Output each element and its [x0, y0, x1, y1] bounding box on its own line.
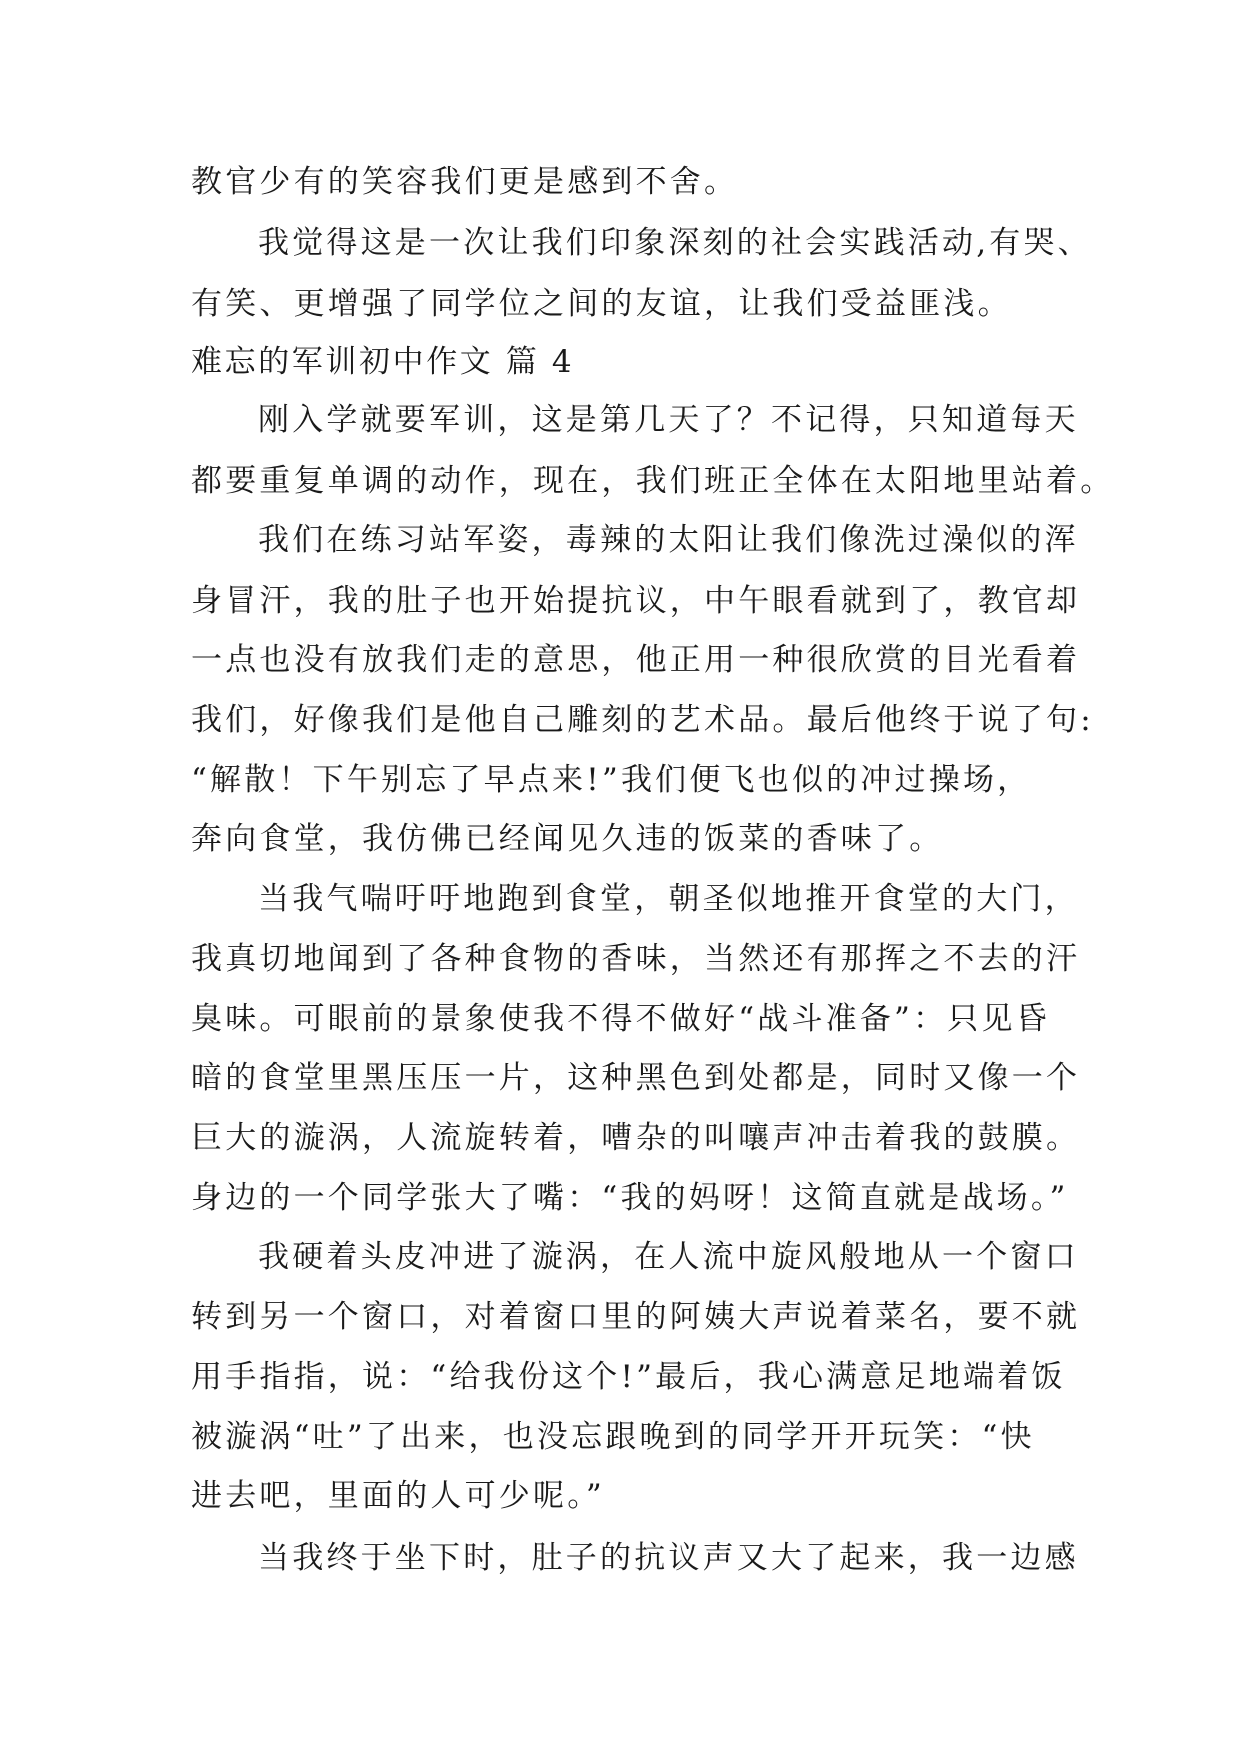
text-line: 有笑、更增强了同学位之间的友谊，让我们受益匪浅。 — [191, 286, 1012, 322]
text-line: 一点也没有放我们走的意思，他正用一种很欣赏的目光看着 — [191, 642, 1081, 678]
text-line: 转到另一个窗口，对着窗口里的阿姨大声说着菜名，要不就 — [191, 1299, 1081, 1335]
text-line: 都要重复单调的动作，现在，我们班正全体在太阳地里站着。 — [191, 463, 1115, 499]
paragraph-start: 刚入学就要军训，这是第几天了？不记得，只知道每天 — [258, 402, 1079, 438]
text-line: 奔向食堂，我仿佛已经闻见久违的饭菜的香味了。 — [191, 821, 944, 857]
text-line: 用手指指，说：“给我份这个!”最后，我心满意足地端着饭 — [191, 1359, 1066, 1395]
text-line: “解散！下午别忘了早点来!”我们便飞也似的冲过操场， — [191, 762, 1032, 798]
paragraph-start: 我硬着头皮冲进了漩涡，在人流中旋风般地从一个窗口 — [258, 1239, 1079, 1275]
text-line: 教官少有的笑容我们更是感到不舍。 — [191, 164, 739, 200]
section-heading: 难忘的军训初中作文 篇 4 — [191, 344, 575, 380]
text-line: 进去吧，里面的人可少呢。” — [191, 1478, 605, 1514]
text-line: 巨大的漩涡，人流旋转着，嘈杂的叫嚷声冲击着我的鼓膜。 — [191, 1120, 1081, 1156]
text-line: 被漩涡“吐”了出来，也没忘跟晚到的同学开开玩笑：“快 — [191, 1419, 1035, 1455]
text-line: 臭味。可眼前的景象使我不得不做好“战斗准备”：只见昏 — [191, 1001, 1050, 1037]
text-line: 身边的一个同学张大了嘴：“我的妈呀！这简直就是战场。” — [191, 1180, 1069, 1216]
text-line: 身冒汗，我的肚子也开始提抗议，中午眼看就到了，教官却 — [191, 583, 1081, 619]
paragraph-start: 当我终于坐下时，肚子的抗议声又大了起来，我一边感 — [258, 1540, 1079, 1576]
text-line: 我们，好像我们是他自己雕刻的艺术品。最后他终于说了句: — [191, 702, 1094, 738]
paragraph-start: 当我气喘吁吁地跑到食堂，朝圣似地推开食堂的大门， — [258, 881, 1079, 917]
paragraph-start: 我觉得这是一次让我们印象深刻的社会实践活动,有哭、 — [258, 225, 1092, 261]
paragraph-start: 我们在练习站军姿，毒辣的太阳让我们像洗过澡似的浑 — [258, 522, 1079, 558]
text-line: 暗的食堂里黑压压一片，这种黑色到处都是，同时又像一个 — [191, 1060, 1081, 1096]
text-line: 我真切地闻到了各种食物的香味，当然还有那挥之不去的汗 — [191, 941, 1081, 977]
